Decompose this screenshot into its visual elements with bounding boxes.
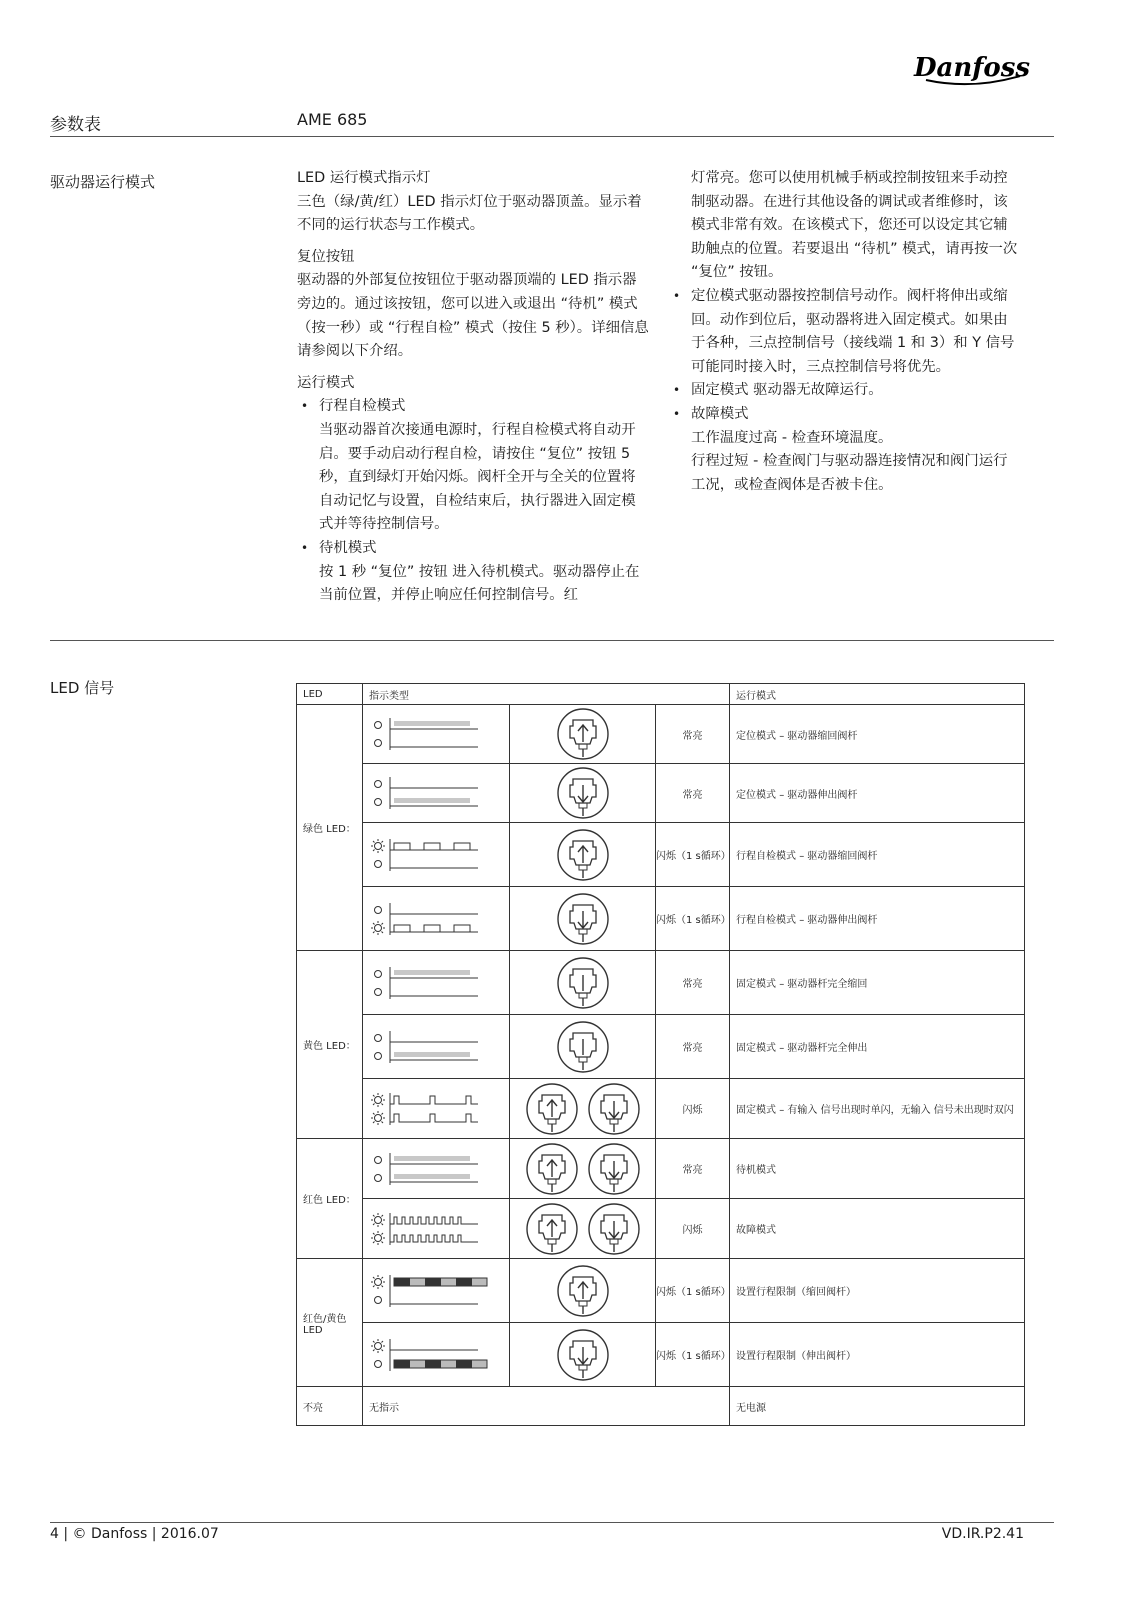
table-row xyxy=(297,1139,1025,1199)
run-modes-heading: 运行模式 xyxy=(297,374,355,391)
actuator-icon-pair xyxy=(516,1082,650,1136)
table-header-row xyxy=(297,684,1025,705)
section-divider xyxy=(50,640,1054,641)
continued-text: 灯常亮。您可以使用机械手柄或控制按钮来手动控制驱动器。在进行其他设备的调试或者维修时，该模式非常有效。在该模式下，您还可以设定其它辅助触点的位置。若要退出 “待机” 模式，请再按一次 “复位” 按钮。 xyxy=(691,170,1018,281)
table-row xyxy=(297,1015,1025,1079)
state-cell: 常亮 xyxy=(656,764,730,823)
state-cell: 闪烁 xyxy=(656,1199,730,1259)
state-cell: 闪烁（1 s循环） xyxy=(656,1259,730,1323)
logo-text: Danfoss xyxy=(913,53,1031,83)
actuator-icon xyxy=(553,707,613,761)
list-item xyxy=(669,403,1021,497)
led-graph xyxy=(366,1021,506,1073)
item-title: • 故障模式 xyxy=(691,405,749,422)
item-text: 当驱动器首次接通电源时，行程自检模式将自动开启。要手动启动行程自检，请按住 “复位” 按钮 5 秒，直到绿灯开始闪烁。阀杆全开与全关的位置将自动记忆与设置，自检结束后，执行器进入固定模式并等待控制信号。 xyxy=(319,421,636,533)
mode-cell: 设置行程限制（伸出阀杆） xyxy=(730,1323,1025,1387)
mode-cell: 行程自检模式 – 驱动器缩回阀杆 xyxy=(730,823,1025,887)
item-title: • 行程自检模式 xyxy=(319,398,406,415)
state-cell: 闪烁（1 s循环） xyxy=(656,1323,730,1387)
group-red: 红色 LED： xyxy=(297,1139,363,1259)
led-graph xyxy=(366,1143,506,1195)
led-graph xyxy=(366,1329,506,1381)
item-text: • 固定模式 驱动器无故障运行。 xyxy=(691,382,883,399)
actuator-icon-pair xyxy=(516,1202,650,1256)
led-graph xyxy=(366,1203,506,1255)
led-heading: LED 运行模式指示灯 xyxy=(297,170,431,186)
table-row xyxy=(297,823,1025,887)
state-cell: 闪烁（1 s循环） xyxy=(656,887,730,951)
table-row xyxy=(297,887,1025,951)
item-text: 按 1 秒 “复位” 按钮 进入待机模式。驱动器停止在当前位置，并停止响应任何控制信号。红 xyxy=(319,563,640,604)
run-modes-list-2 xyxy=(669,285,1021,497)
led-graph xyxy=(366,957,506,1009)
mode-cell: 待机模式 xyxy=(730,1139,1025,1199)
group-yellow: 黄色 LED： xyxy=(297,951,363,1139)
led-text: 三色（绿/黄/红）LED 指示灯位于驱动器顶盖。显示着不同的运行状态与工作模式。 xyxy=(297,193,642,234)
mode-cell: 设置行程限制（缩回阀杆） xyxy=(730,1259,1025,1323)
led-graph xyxy=(366,893,506,945)
danfoss-logo xyxy=(912,42,1032,98)
list-item xyxy=(297,395,649,537)
section-label: 参数表 xyxy=(50,115,101,135)
reset-heading: 复位按钮 xyxy=(297,248,355,265)
mode-cell: 行程自检模式 – 驱动器伸出阀杆 xyxy=(730,887,1025,951)
footer-right: VD.IR.P2.41 xyxy=(941,1526,1024,1542)
mode-cell: 故障模式 xyxy=(730,1199,1025,1259)
led-signal-table xyxy=(296,683,1025,1426)
led-graph xyxy=(366,829,506,881)
led-graph xyxy=(366,708,506,760)
actuator-icon xyxy=(553,956,613,1010)
group-green: 绿色 LED： xyxy=(297,705,363,951)
mode-cell: 无电源 xyxy=(730,1387,1025,1426)
table-row xyxy=(297,764,1025,823)
header-indication: 指示类型 xyxy=(363,684,730,705)
table-row xyxy=(297,1387,1025,1426)
state-cell: 常亮 xyxy=(656,1139,730,1199)
state-cell: 常亮 xyxy=(656,951,730,1015)
table-row xyxy=(297,1199,1025,1259)
actuator-icon-pair xyxy=(516,1142,650,1196)
indication-cell: 无指示 xyxy=(363,1387,730,1426)
state-cell: 常亮 xyxy=(656,705,730,764)
table-row xyxy=(297,1079,1025,1139)
mode-cell: 固定模式 – 驱动器杆完全伸出 xyxy=(730,1015,1025,1079)
modes-column-1 xyxy=(297,167,649,608)
modes-column-2 xyxy=(669,167,1021,497)
item-text: 行程过短 - 检查阀门与驱动器连接情况和阀门运行工况，或检查阀体是否被卡住。 xyxy=(691,453,1008,493)
reset-text: 驱动器的外部复位按钮位于驱动器顶端的 LED 指示器旁边的。通过该按钮，您可以进入或退出 “待机” 模式（按一秒）或 “行程自检” 模式（按住 5 秒）。详细信息请参阅以下介绍。 xyxy=(297,272,649,360)
item-title: • 待机模式 xyxy=(319,539,377,556)
footer-divider xyxy=(50,1522,1054,1523)
mode-cell: 定位模式 – 驱动器伸出阀杆 xyxy=(730,764,1025,823)
header-divider xyxy=(50,136,1054,137)
list-item xyxy=(669,285,1021,379)
mode-cell: 固定模式 – 有输入 信号出现时单闪，无输入 信号未出现时双闪 xyxy=(730,1079,1025,1139)
led-graph xyxy=(366,1083,506,1135)
model-name: AME 685 xyxy=(297,110,368,129)
item-text: 工作温度过高 - 检查环境温度。 xyxy=(691,429,893,446)
led-section-label: LED 信号 xyxy=(50,679,115,697)
group-off: 不亮 xyxy=(297,1387,363,1426)
modes-section-label: 驱动器运行模式 xyxy=(50,173,156,191)
actuator-icon xyxy=(553,1328,613,1382)
table-row xyxy=(297,705,1025,764)
header-led: LED xyxy=(297,684,363,705)
state-cell: 闪烁 xyxy=(656,1079,730,1139)
footer-left: 4 | © Danfoss | 2016.07 xyxy=(50,1526,219,1542)
table-row xyxy=(297,951,1025,1015)
actuator-icon xyxy=(553,892,613,946)
mode-cell: 定位模式 – 驱动器缩回阀杆 xyxy=(730,705,1025,764)
mode-cell: 固定模式 – 驱动器杆完全缩回 xyxy=(730,951,1025,1015)
led-graph xyxy=(366,767,506,819)
actuator-icon xyxy=(553,828,613,882)
actuator-icon xyxy=(553,1020,613,1074)
actuator-icon xyxy=(553,766,613,820)
actuator-icon xyxy=(553,1264,613,1318)
header-mode: 运行模式 xyxy=(730,684,1025,705)
table-row xyxy=(297,1259,1025,1323)
item-text: • 定位模式驱动器按控制信号动作。阀杆将伸出或缩回。动作到位后，驱动器将进入固定模式。如果由于各种，三点控制信号（接线端 1 和 3）和 Y 信号可能同时接入时，三点控制信号将优先。 xyxy=(691,287,1015,375)
led-graph xyxy=(366,1265,506,1317)
state-cell: 常亮 xyxy=(656,1015,730,1079)
list-item xyxy=(669,379,1021,403)
group-red-yellow: 红色/黄色 LED xyxy=(297,1259,363,1387)
list-item xyxy=(297,537,649,608)
table-row xyxy=(297,1323,1025,1387)
state-cell: 闪烁（1 s循环） xyxy=(656,823,730,887)
run-modes-list xyxy=(297,395,649,607)
